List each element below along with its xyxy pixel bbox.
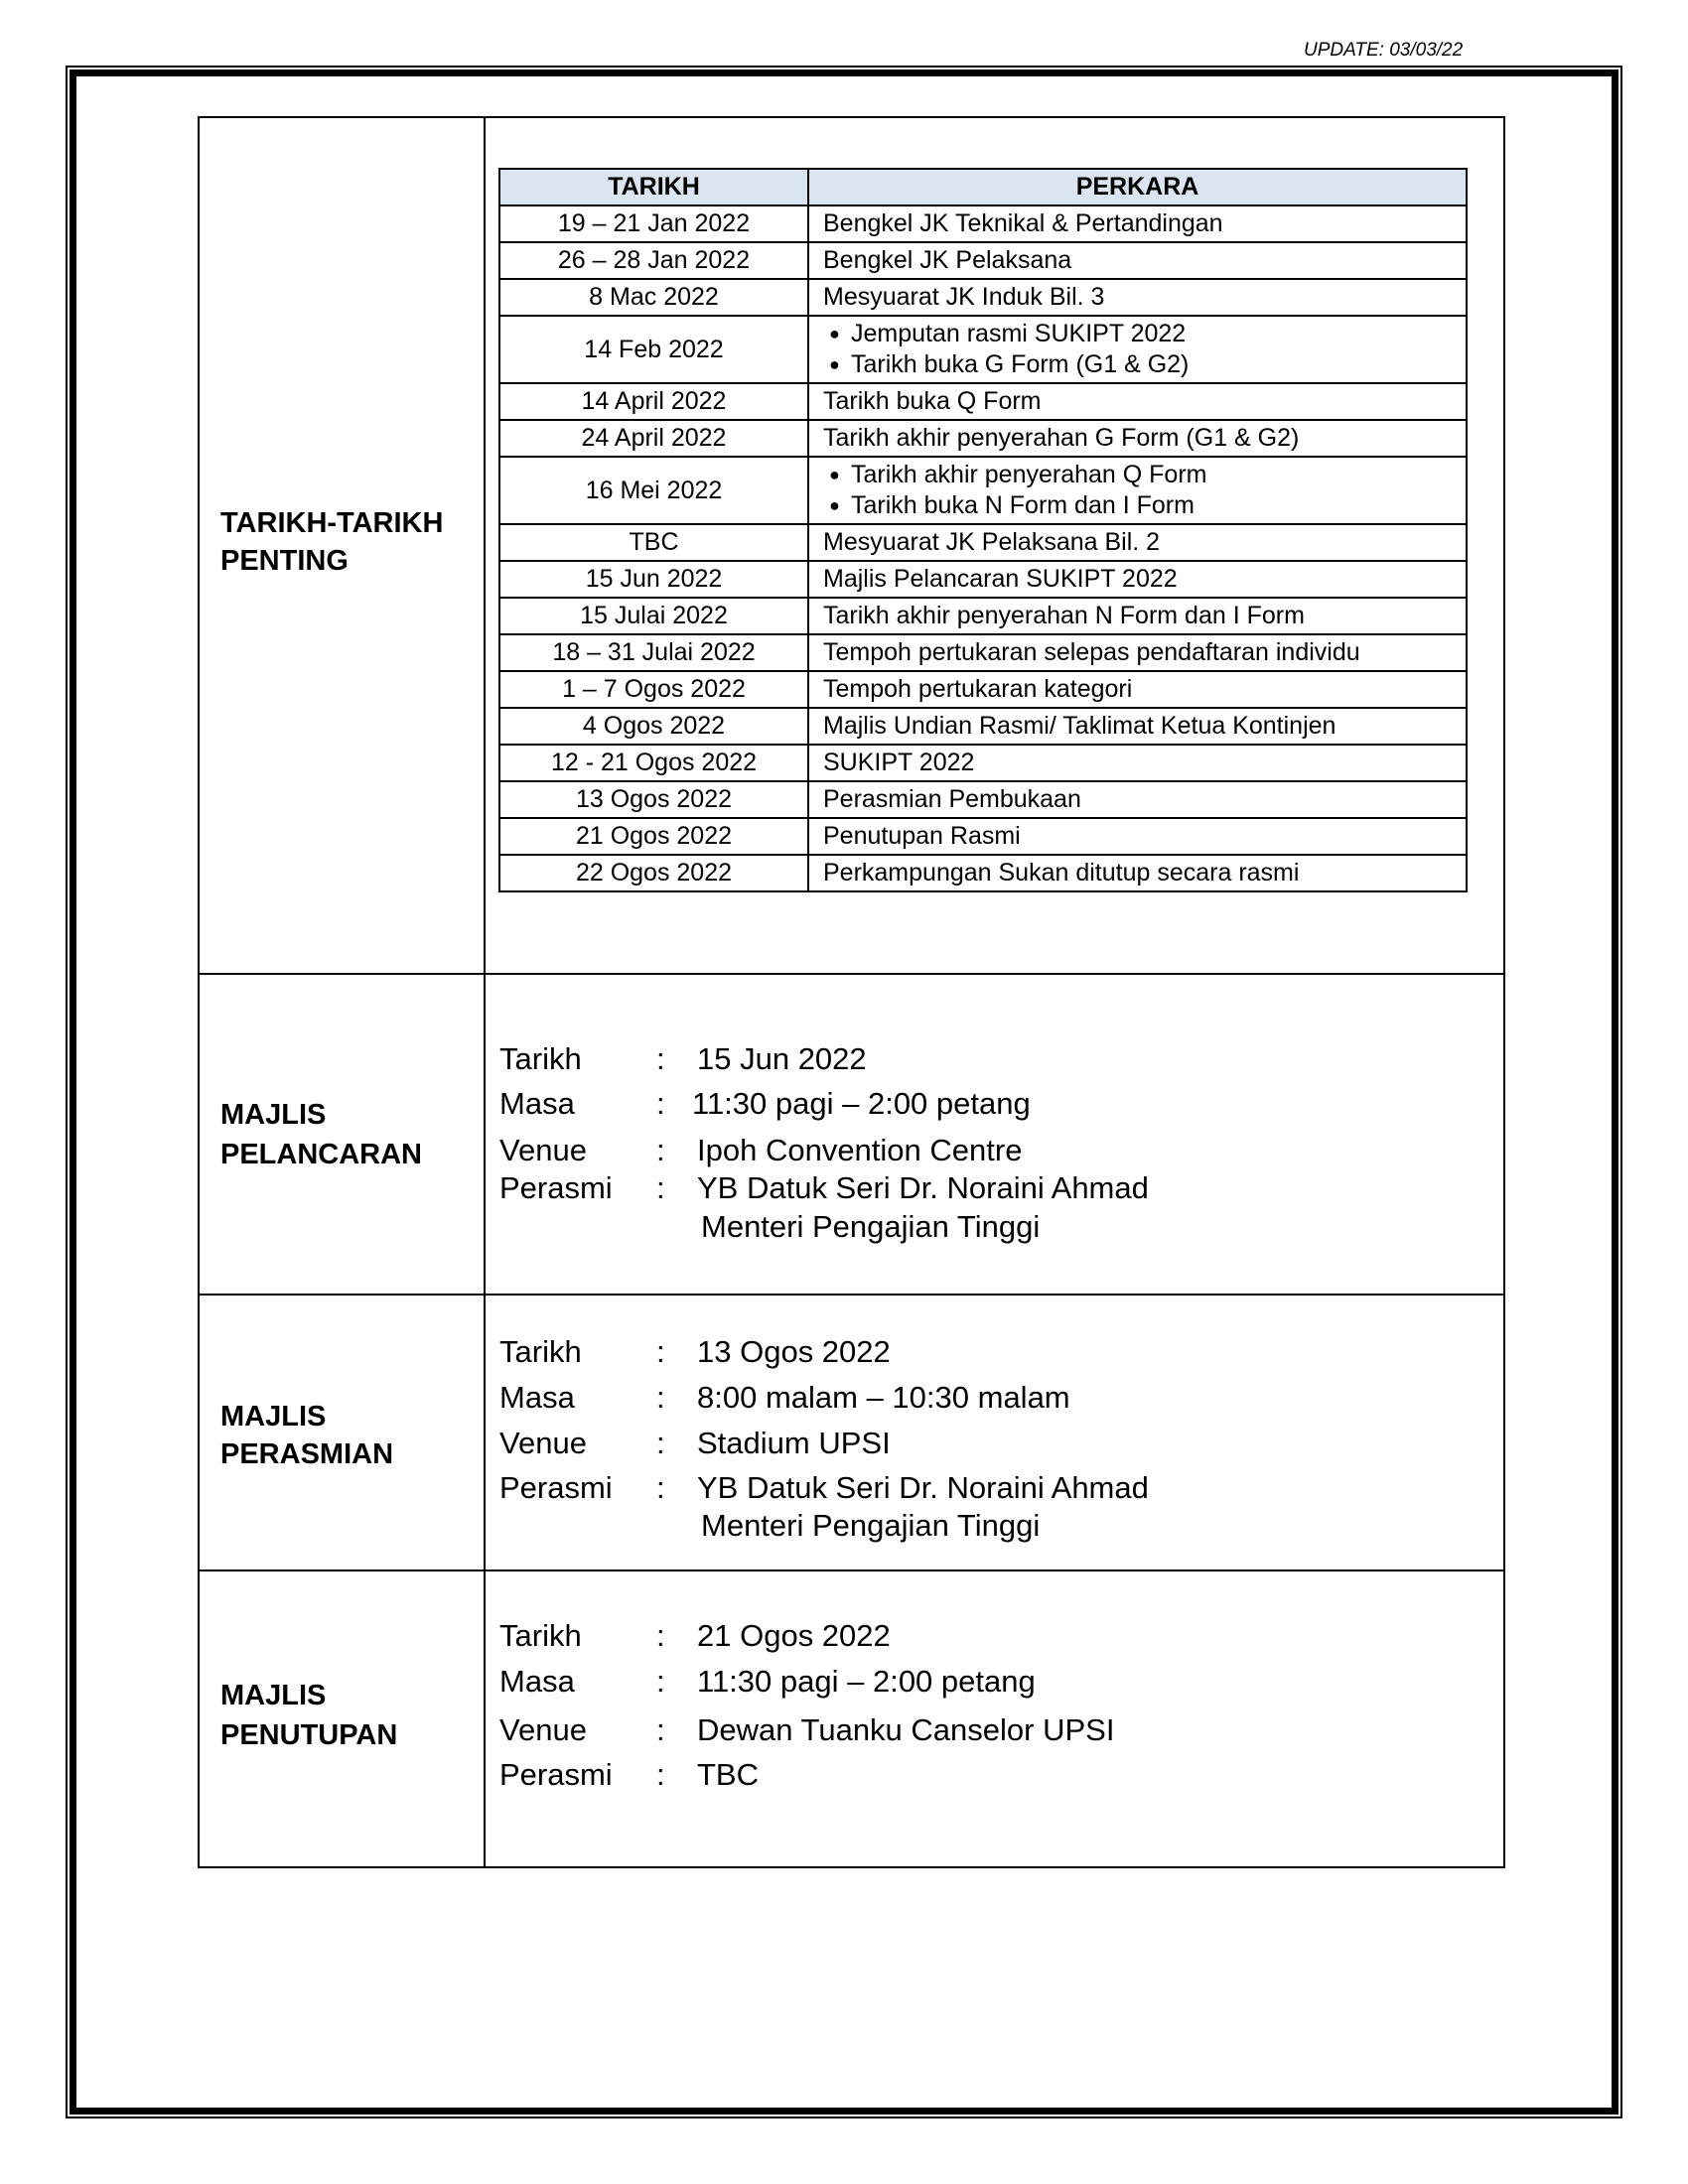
cell-perkara: Majlis Undian Rasmi/ Taklimat Ketua Kontinjen [808, 708, 1467, 745]
column-header-perkara: PERKARA [808, 169, 1467, 205]
field-label-venue: Venue [499, 1712, 587, 1747]
column-header-tarikh: TARIKH [499, 169, 808, 205]
cell-perkara: Tarikh buka Q Form [808, 383, 1467, 420]
important-dates-table [498, 168, 1468, 892]
field-value-tarikh: 15 Jun 2022 [697, 1041, 867, 1076]
bullet-icon: ● [829, 324, 840, 343]
cell-tarikh: 8 Mac 2022 [499, 279, 808, 316]
field-label-perasmi: Perasmi [499, 1757, 613, 1792]
table-row [499, 316, 1467, 383]
cell-tarikh: 4 Ogos 2022 [499, 708, 808, 745]
cell-perkara: Majlis Pelancaran SUKIPT 2022 [808, 561, 1467, 598]
field-label-perasmi: Perasmi [499, 1470, 613, 1505]
bullet-item [829, 490, 1466, 521]
cell-tarikh: TBC [499, 524, 808, 561]
cell-perkara: Mesyuarat JK Induk Bil. 3 [808, 279, 1467, 316]
table-row [499, 634, 1467, 671]
cell-tarikh: 13 Ogos 2022 [499, 781, 808, 818]
field-colon: : [656, 1170, 665, 1205]
table-row [499, 524, 1467, 561]
field-value-tarikh: 21 Ogos 2022 [697, 1618, 891, 1653]
table-row [499, 671, 1467, 708]
cell-perkara: Tempoh pertukaran kategori [808, 671, 1467, 708]
field-colon: : [656, 1426, 665, 1460]
field-label-tarikh: Tarikh [499, 1618, 582, 1653]
field-value-perasmi: YB Datuk Seri Dr. Noraini Ahmad [697, 1470, 1149, 1505]
table-row [499, 818, 1467, 855]
field-colon: : [656, 1470, 665, 1505]
field-label-tarikh: Tarikh [499, 1041, 582, 1076]
cell-perkara: Bengkel JK Pelaksana [808, 242, 1467, 279]
cell-perkara: Mesyuarat JK Pelaksana Bil. 2 [808, 524, 1467, 561]
cell-tarikh: 1 – 7 Ogos 2022 [499, 671, 808, 708]
section-label-important-dates-line2: PENTING [220, 545, 349, 577]
section-divider [198, 973, 1505, 975]
field-label-tarikh: Tarikh [499, 1334, 582, 1369]
bullet-item [829, 460, 1466, 490]
section-divider [198, 1570, 1505, 1571]
cell-tarikh: 14 April 2022 [499, 383, 808, 420]
cell-perkara [808, 316, 1467, 383]
cell-perkara: SUKIPT 2022 [808, 745, 1467, 781]
cell-tarikh: 14 Feb 2022 [499, 316, 808, 383]
field-value-venue: Ipoh Convention Centre [697, 1133, 1023, 1167]
section-label-penutupan: MAJLIS [220, 1680, 327, 1711]
cell-perkara: Tarikh akhir penyerahan G Form (G1 & G2) [808, 420, 1467, 457]
cell-tarikh: 21 Ogos 2022 [499, 818, 808, 855]
field-value-tarikh: 13 Ogos 2022 [697, 1334, 891, 1369]
field-colon: : [656, 1133, 665, 1167]
section-divider [198, 1294, 1505, 1296]
bullet-icon: ● [829, 495, 840, 515]
bullet-icon: ● [829, 465, 840, 484]
schedule-column-divider [484, 116, 486, 1868]
table-row [499, 242, 1467, 279]
table-row [499, 279, 1467, 316]
bullet-text: Tarikh buka N Form dan I Form [851, 491, 1195, 519]
table-row [499, 598, 1467, 634]
table-row [499, 781, 1467, 818]
field-colon: : [656, 1757, 665, 1792]
field-value-perasmi-title: Menteri Pengajian Tinggi [701, 1209, 1041, 1244]
cell-tarikh: 18 – 31 Julai 2022 [499, 634, 808, 671]
field-colon: : [656, 1380, 665, 1415]
table-row [499, 561, 1467, 598]
field-value-perasmi: YB Datuk Seri Dr. Noraini Ahmad [697, 1170, 1149, 1205]
section-label-perasmian-line2: PERASMIAN [220, 1438, 394, 1470]
field-colon: : [656, 1618, 665, 1653]
cell-perkara: Tarikh akhir penyerahan N Form dan I Form [808, 598, 1467, 634]
cell-tarikh: 15 Jun 2022 [499, 561, 808, 598]
cell-perkara: Perkampungan Sukan ditutup secara rasmi [808, 855, 1467, 891]
cell-perkara [808, 457, 1467, 524]
cell-tarikh: 22 Ogos 2022 [499, 855, 808, 891]
field-label-venue: Venue [499, 1426, 587, 1460]
field-colon: : [656, 1712, 665, 1747]
cell-perkara: Bengkel JK Teknikal & Pertandingan [808, 205, 1467, 242]
cell-tarikh: 12 - 21 Ogos 2022 [499, 745, 808, 781]
bullet-text: Tarikh buka G Form (G1 & G2) [851, 350, 1190, 378]
cell-tarikh: 24 April 2022 [499, 420, 808, 457]
section-label-penutupan-line2: PENUTUPAN [220, 1719, 398, 1751]
field-label-masa: Masa [499, 1380, 575, 1415]
cell-tarikh: 19 – 21 Jan 2022 [499, 205, 808, 242]
section-label-pelancaran: MAJLIS [220, 1099, 327, 1131]
field-value-perasmi: TBC [697, 1757, 759, 1792]
field-colon: : [656, 1664, 665, 1699]
table-row [499, 420, 1467, 457]
field-colon: : [656, 1041, 665, 1076]
field-value-masa: 11:30 pagi – 2:00 petang [697, 1664, 1036, 1699]
section-label-important-dates: TARIKH-TARIKH [220, 507, 444, 539]
field-value-venue: Stadium UPSI [697, 1426, 891, 1460]
table-row [499, 205, 1467, 242]
table-row [499, 383, 1467, 420]
table-header-row [499, 169, 1467, 205]
field-value-masa: 11:30 pagi – 2:00 petang [692, 1086, 1031, 1121]
cell-perkara: Penutupan Rasmi [808, 818, 1467, 855]
field-label-masa: Masa [499, 1086, 575, 1121]
field-label-venue: Venue [499, 1133, 587, 1167]
update-stamp: UPDATE: 03/03/22 [1304, 40, 1464, 61]
table-row [499, 855, 1467, 891]
field-value-perasmi-title: Menteri Pengajian Tinggi [701, 1508, 1041, 1543]
cell-perkara: Tempoh pertukaran selepas pendaftaran individu [808, 634, 1467, 671]
field-colon: : [656, 1334, 665, 1369]
table-row [499, 708, 1467, 745]
bullet-text: Jemputan rasmi SUKIPT 2022 [851, 320, 1187, 347]
table-row [499, 745, 1467, 781]
field-label-perasmi: Perasmi [499, 1170, 613, 1205]
bullet-text: Tarikh akhir penyerahan Q Form [851, 461, 1207, 488]
section-label-perasmian: MAJLIS [220, 1401, 327, 1433]
bullet-item [829, 319, 1466, 349]
cell-tarikh: 15 Julai 2022 [499, 598, 808, 634]
table-row [499, 457, 1467, 524]
field-label-masa: Masa [499, 1664, 575, 1699]
cell-tarikh: 16 Mei 2022 [499, 457, 808, 524]
cell-tarikh: 26 – 28 Jan 2022 [499, 242, 808, 279]
section-label-pelancaran-line2: PELANCARAN [220, 1139, 422, 1170]
field-value-masa: 8:00 malam – 10:30 malam [697, 1380, 1070, 1415]
bullet-item [829, 349, 1466, 380]
cell-perkara: Perasmian Pembukaan [808, 781, 1467, 818]
field-colon: : [656, 1086, 665, 1121]
field-value-venue: Dewan Tuanku Canselor UPSI [697, 1712, 1115, 1747]
bullet-icon: ● [829, 354, 840, 374]
